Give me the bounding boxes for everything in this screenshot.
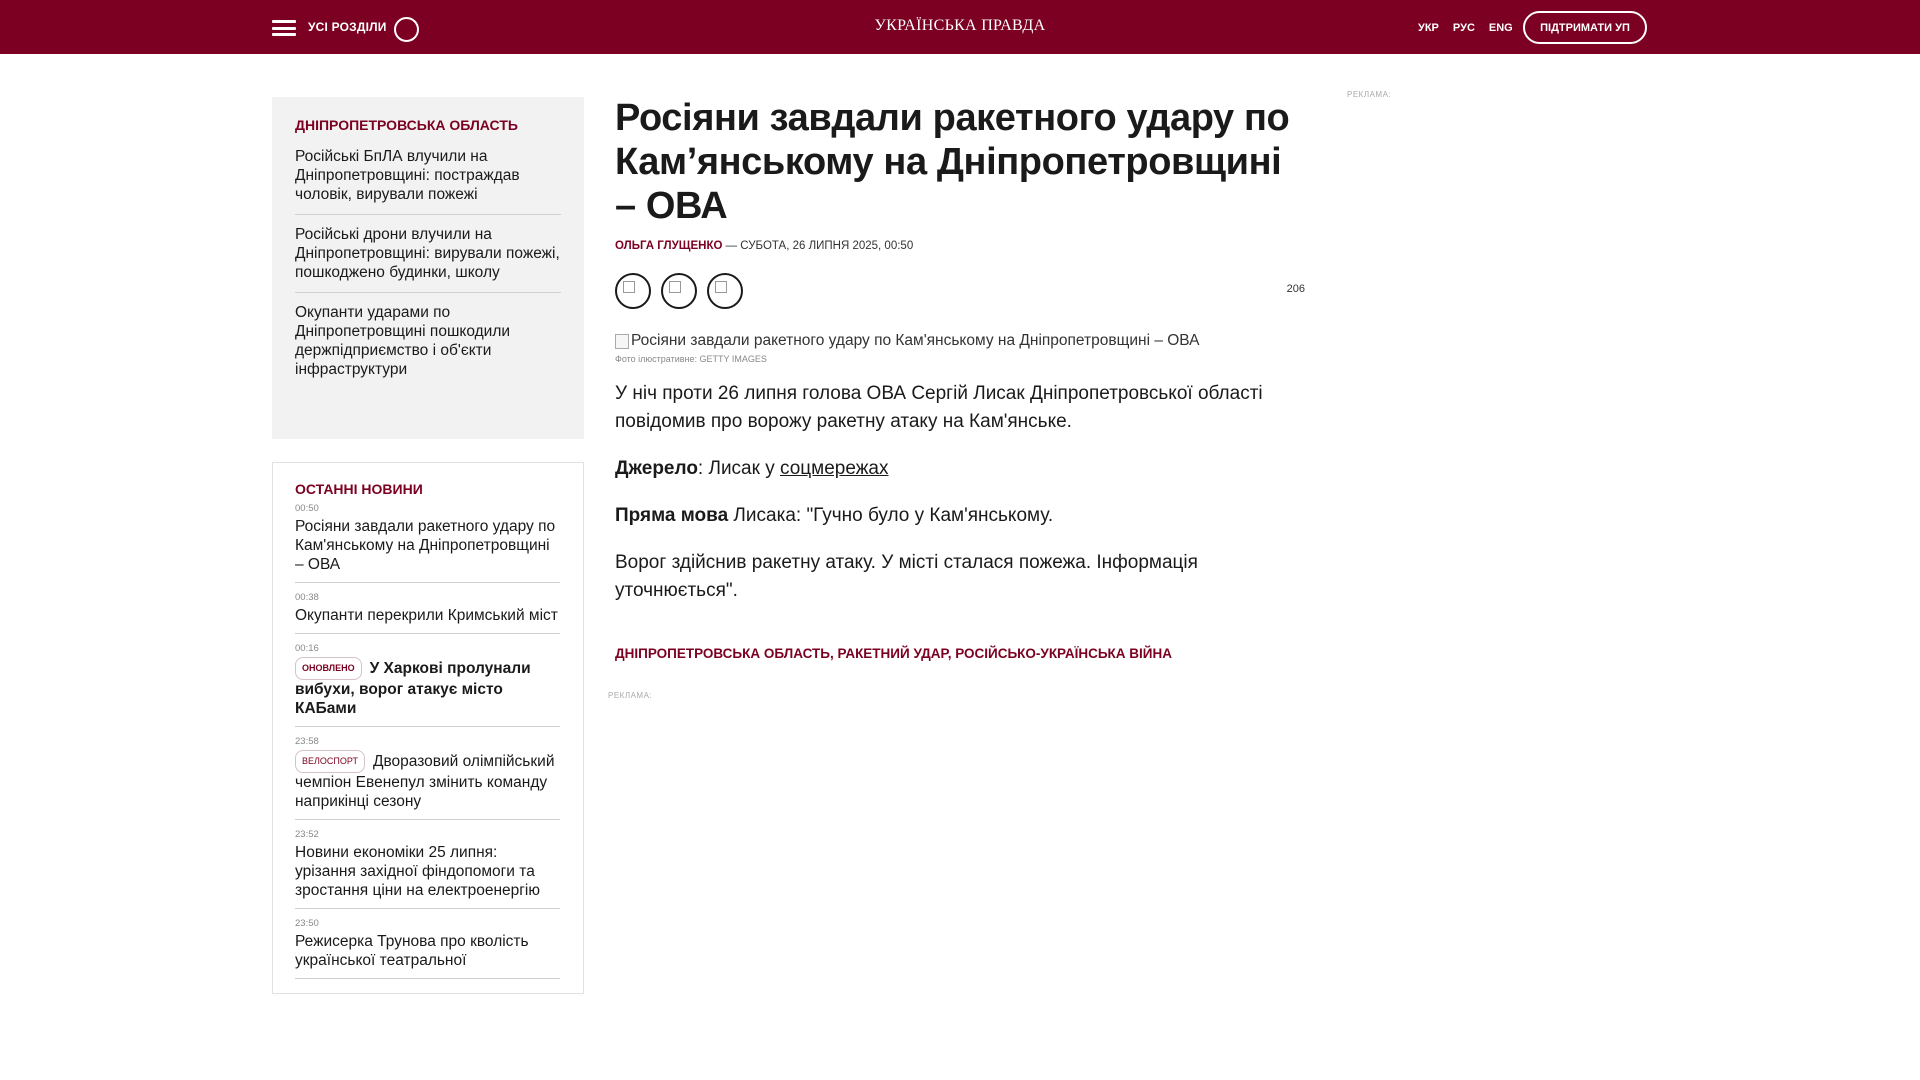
news-tag: ОНОВЛЕНО: [295, 657, 362, 680]
news-time: 23:52: [295, 829, 319, 840]
author-link[interactable]: ОЛЬГА ГЛУЩЕНКО: [615, 240, 723, 252]
article-headline: Росіяни завдали ракетного удару по Кам’янському на Дніпропетровщині – ОВА: [615, 97, 1290, 227]
share-bar: [615, 273, 1305, 309]
region-box-title[interactable]: ДНІПРОПЕТРОВСЬКА ОБЛАСТЬ: [295, 117, 518, 133]
article-paragraph: [615, 455, 1305, 483]
article: [615, 96, 1305, 661]
latest-news-box: [272, 462, 584, 994]
byline-separator: —: [722, 240, 741, 252]
region-news-item[interactable]: Російські БпЛА влучили на Дніпропетровщині: постраждав чоловік, вирували пожежі: [295, 147, 561, 215]
region-news-item[interactable]: Окупанти ударами по Дніпропетровщині пошкодили держпідприємство і об'єкти інфраструктури: [295, 304, 511, 378]
all-sections-link[interactable]: УСІ РОЗДІЛИ: [308, 20, 387, 34]
news-list-item[interactable]: [295, 736, 560, 820]
ad-label: РЕКЛАМА:: [608, 691, 653, 700]
news-time: 00:50: [295, 503, 319, 514]
news-title: Новини економіки 25 липня: урізання західної фіндопомоги та зростання ціни на електроенергію: [295, 844, 541, 899]
tag-link[interactable]: ДНІПРОПЕТРОВСЬКА ОБЛАСТЬ: [615, 646, 830, 661]
news-list-item[interactable]: [295, 643, 560, 727]
article-photo: [615, 332, 1305, 350]
news-title: Дворазовий олімпійський чемпіон Евенепул змінить команду наприкінці сезону: [295, 753, 555, 810]
article-paragraph: Ворог здійснив ракетну атаку. У місті сталася пожежа. Інформація уточнюється".: [615, 552, 1198, 601]
news-title: Росіяни завдали ракетного удару по Кам'янському на Дніпропетровщині – ОВА: [295, 518, 556, 573]
news-tag[interactable]: ВЕЛОСПОРТ: [295, 750, 365, 773]
share-telegram-icon[interactable]: [707, 273, 743, 309]
menu-icon[interactable]: [272, 20, 296, 36]
tag-separator: ,: [829, 646, 838, 661]
support-button[interactable]: ПІДТРИМАТИ УП: [1523, 11, 1647, 44]
region-news-box: [272, 97, 584, 439]
news-list-item[interactable]: [295, 592, 560, 634]
site-logo-link[interactable]: УКРАЇНСЬКА ПРАВДА: [874, 17, 1046, 34]
article-tags: [615, 646, 1305, 661]
lang-rus[interactable]: РУС: [1452, 22, 1475, 34]
news-list-item[interactable]: [295, 918, 560, 979]
share-facebook-icon[interactable]: [615, 273, 651, 309]
view-count: 206: [1286, 283, 1305, 295]
photo-caption: Фото ілюстративне: GETTY IMAGES: [615, 354, 767, 364]
news-title: У Харкові пролунали вибухи, ворог атакує місто КАБами: [295, 660, 531, 717]
share-twitter-icon[interactable]: [661, 273, 697, 309]
news-title: Режисерка Трунова про кволість української театральної: [295, 933, 529, 969]
tag-link[interactable]: РАКЕТНИЙ УДАР: [837, 646, 948, 661]
ad-label: РЕКЛАМА:: [1347, 90, 1392, 99]
tag-separator: ,: [947, 646, 956, 661]
region-news-item[interactable]: Російські дрони влучили на Дніпропетровщині: вирували пожежі, пошкоджено будинки, школу: [295, 225, 561, 293]
article-date: СУБОТА, 26 ЛИПНЯ 2025, 00:50: [740, 240, 914, 252]
article-byline: [615, 240, 1305, 252]
news-time: 23:58: [295, 736, 319, 747]
quote-label: Пряма мова: [615, 505, 729, 526]
tag-link[interactable]: РОСІЙСЬКО-УКРАЇНСЬКА ВІЙНА: [955, 646, 1172, 661]
language-switcher: [1418, 22, 1513, 34]
news-title-wrapper: [295, 657, 560, 718]
top-header: [0, 0, 1920, 54]
news-list-item[interactable]: [295, 503, 560, 583]
photo-alt-text: Росіяни завдали ракетного удару по Кам'янському на Дніпропетровщині – ОВА: [631, 332, 1200, 349]
article-paragraph: У ніч проти 26 липня голова ОВА Сергій Лисак Дніпропетровської області повідомив про ворожу ракетну атаку на Кам'янське.: [615, 383, 1263, 432]
lang-eng[interactable]: ENG: [1488, 22, 1513, 34]
broken-image-icon: [615, 334, 629, 349]
news-title-wrapper: [295, 750, 560, 811]
latest-news-title[interactable]: ОСТАННІ НОВИНИ: [295, 481, 423, 497]
news-title: Окупанти перекрили Кримський міст: [295, 607, 558, 624]
news-time: 23:50: [295, 918, 319, 929]
source-link[interactable]: соцмережах: [780, 458, 889, 479]
article-paragraph: [615, 502, 1305, 530]
news-list-item[interactable]: [295, 829, 560, 909]
source-text: : Лисак у: [697, 458, 780, 479]
news-time: 00:16: [295, 643, 319, 654]
quote-text: Лисака: "Гучно було у Кам'янському.: [728, 505, 1054, 526]
news-time: 00:38: [295, 592, 319, 603]
source-label: Джерело: [615, 458, 698, 479]
lang-ukr[interactable]: УКР: [1418, 22, 1439, 34]
search-icon[interactable]: [394, 17, 419, 42]
